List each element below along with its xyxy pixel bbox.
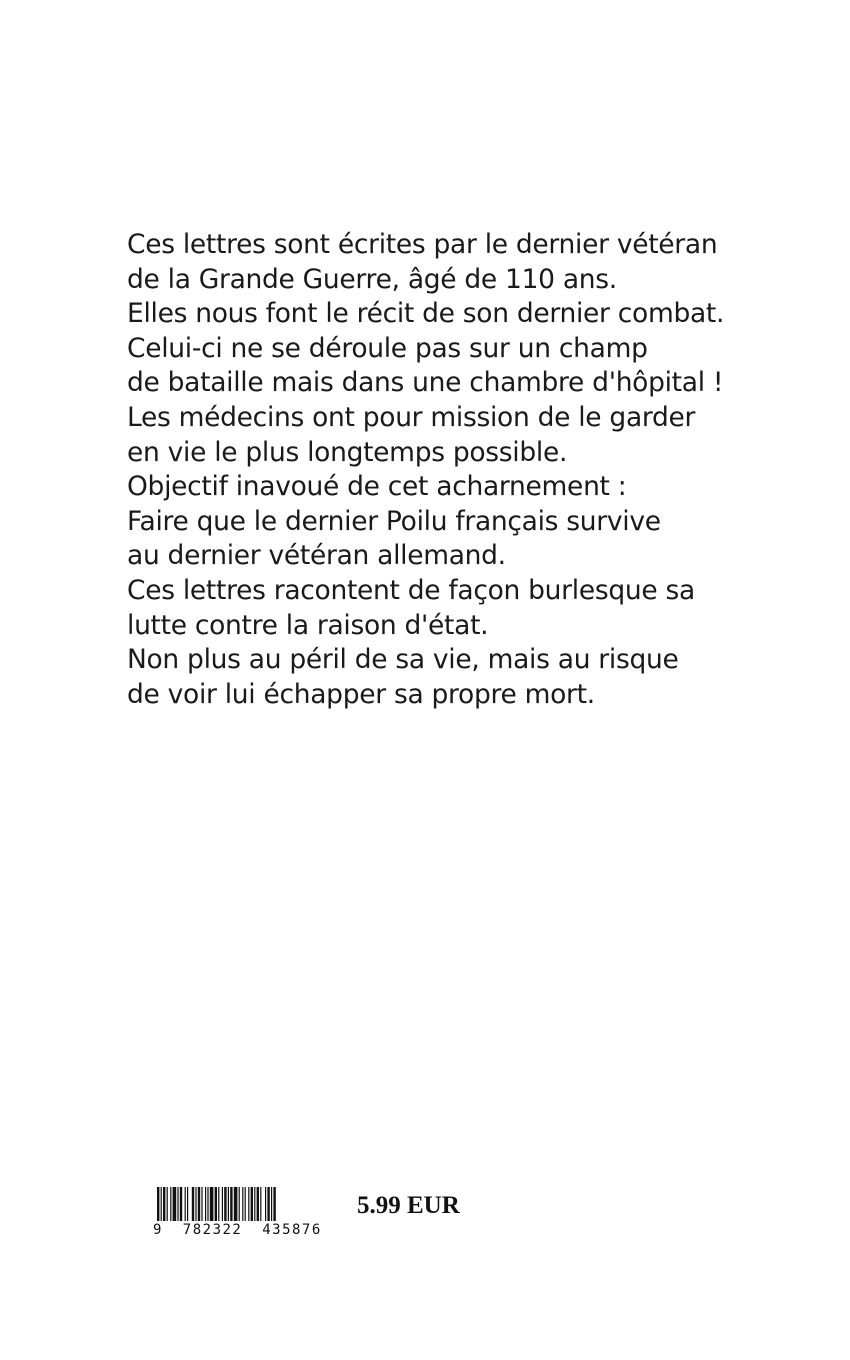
blurb-line: de la Grande Guerre, âgé de 110 ans. [127, 263, 617, 295]
blurb-line: lutte contre la raison d'état. [127, 609, 489, 641]
blurb-line: Les médecins ont pour mission de le garder [127, 401, 696, 433]
price-label: 5.99 EUR [357, 1192, 460, 1219]
blurb-line: Ces lettres sont écrites par le dernier vétéran [127, 229, 718, 260]
blurb-line: Celui-ci ne se déroule pas sur un champ [127, 332, 648, 364]
back-cover-blurb [127, 228, 787, 712]
blurb-line: de voir lui échapper sa propre mort. [127, 678, 595, 710]
blurb-line: au dernier vétéran allemand. [127, 540, 506, 572]
isbn-number: 9 782322 435876 [153, 1222, 322, 1238]
blurb-line: Ces lettres racontent de façon burlesque sa [127, 574, 695, 606]
blurb-line: de bataille mais dans une chambre d'hôpital ! [127, 367, 724, 399]
blurb-line: Objectif inavoué de cet acharnement : [127, 471, 627, 503]
isbn-barcode [153, 1187, 333, 1242]
blurb-line: Non plus au péril de sa vie, mais au risque [127, 644, 679, 676]
blurb-line: Elles nous font le récit de son dernier combat. [127, 298, 725, 330]
barcode-bars [153, 1187, 333, 1223]
blurb-line: en vie le plus longtemps possible. [127, 436, 568, 468]
blurb-line: Faire que le dernier Poilu français survive [127, 505, 661, 537]
